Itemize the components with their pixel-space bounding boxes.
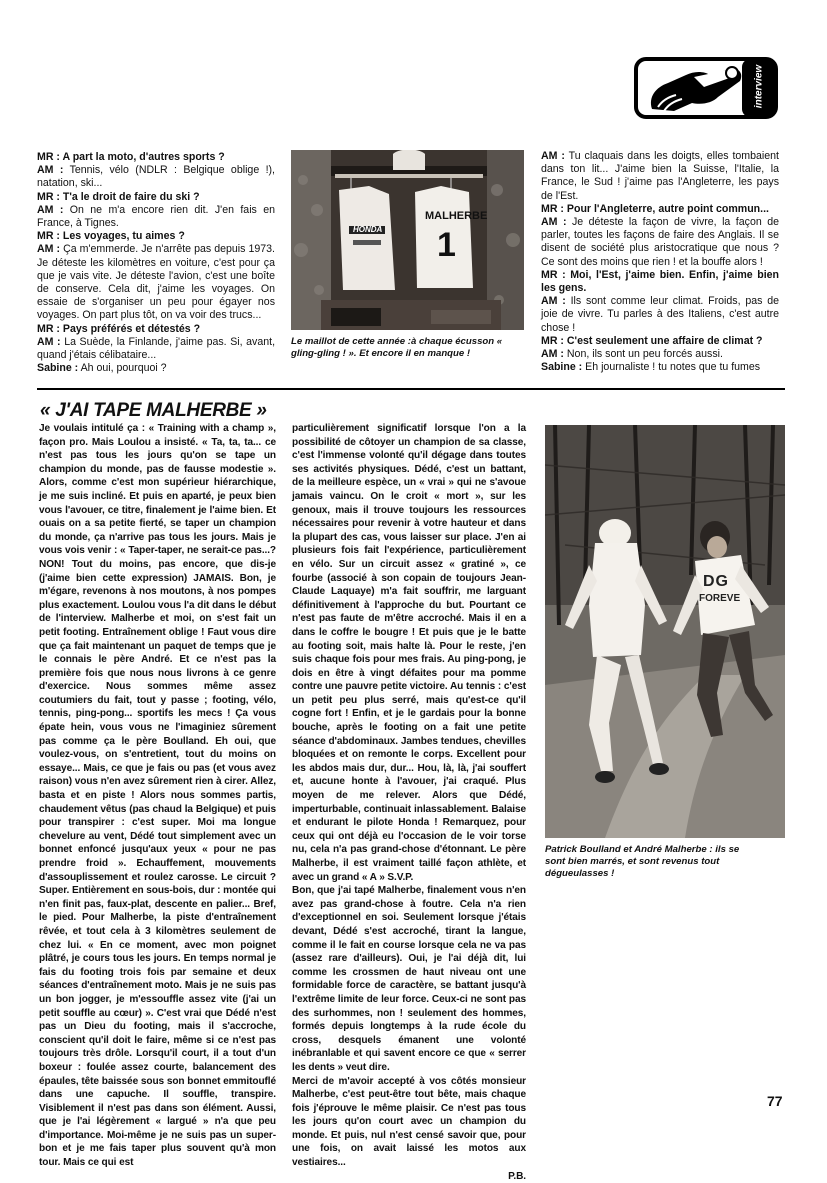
qa-speaker: Sabine : [541, 361, 583, 374]
runners-photo-caption: Patrick Boulland et André Malherbe : ils se sont bien marrés, et sont revenus tout dégueulasses ! [545, 844, 740, 879]
qa-entry [37, 243, 275, 322]
qa-text: Ils sont comme leur climat. Froids, pas de joie de vivre. Tu parles à des Italiens, c'est autre chose ! [541, 295, 779, 334]
qa-entry [541, 361, 779, 374]
qa-entry [37, 151, 275, 164]
qa-entry [541, 295, 779, 335]
qa-right-column [541, 150, 779, 374]
qa-entry [541, 335, 779, 348]
qa-speaker: MR : [37, 230, 60, 243]
qa-entry [541, 216, 779, 269]
article-column-1 [39, 422, 276, 1170]
logo-label: interview [753, 64, 765, 109]
section-rule [37, 388, 785, 390]
qa-speaker: AM : [37, 203, 64, 216]
jersey-number: 1 [437, 226, 456, 264]
qa-text: C'est seulement une affaire de climat ? [566, 334, 763, 347]
article-headline: « J'AI TAPE MALHERBE » [40, 400, 267, 421]
jersey-photo-caption: Le maillot de cette année :à chaque écusson « gling-gling ! ». Et encore il en manque ! [291, 336, 503, 359]
qa-speaker: Sabine : [37, 362, 79, 375]
qa-entry [37, 191, 275, 204]
qa-speaker: AM : [541, 348, 564, 361]
qa-text: Les voyages, tu aimes ? [62, 230, 185, 243]
qa-text: T'a le droit de faire du ski ? [62, 190, 200, 203]
qa-text: Tu claquais dans les doigts, elles tombaient dans ton lit... J'aime bien la Suisse, l'Italie, la France, le Sud ! j'aime pas l'Angleterre, les pays de l'Est. [541, 150, 779, 202]
qa-entry [37, 323, 275, 336]
jersey-photo [291, 150, 524, 330]
qa-text: Ah oui, pourquoi ? [80, 362, 167, 375]
runner-shirt-text-b: FOREVE [699, 593, 741, 604]
qa-entry [37, 230, 275, 243]
qa-entry [541, 269, 779, 295]
interview-logo [634, 57, 778, 119]
qa-entry [37, 204, 275, 230]
qa-entry [541, 150, 779, 203]
article-col2-paragraph-1: particulièrement significatif lorsque l'on a la possibilité de côtoyer un champion de sa classe, c'est l'immense volonté qu'il dégage dans toutes ses activités physiques. Dédé, c'est un battant, de la meilleure espèce, un « vrai » qui ne s'avoue jamais vaincu. On le croit « mort », sur les genoux, mais il trouve toujours les ressources nécessaires pour revenir à votre hauteur et dans la plupart des cas, vous laisser sur place. J'en ai plusieurs fois fait l'expérience, particulièrement en vélo. Sur un circuit assez « gratiné », ce fourbe (associé à son copain de toujours Jean-Claude Laquaye) m'a fait souffrir, me larguant définitivement à l'approche du but. Pourtant ce n'est pas faute de m'être accroché. Mais il en a dans le coffre le bougre ! Et puis que je le batte au footing soit, mais halte là. Pour le reste, j'en suis chaque fois pour mes frais. Au ping-pong, je dois en être à vingt défaites pour ma pomme contre une pauvre petite victoire. Au tennis : c'est un petit peu plus serré, mais qu'est-ce qu'il cogne fort ! Enfin, et je le gardais pour la bonne bouche, après le footing on a fait une petite séance d'abdominaux. Jambes tendues, chevilles bloquées et on remonte le corps. Excellent pour les abdos mais dur, dur... Hou, là, là, j'ai souffert et, aucune honte à l'avouer, j'ai craqué. Plus moyen de me relever. Alors que Dédé, imperturbable, continuait inlassablement. Balaise et endurant le pilote Honda ! Remarquez, pour ceux qui ont déjà eu l'occasion de le voir torse nu, cela n'a pas grand-chose d'étonnant. Le père Malherbe, il est vraiment taillé façon athlète, et avec un grand « A » S.V.P. [292, 423, 526, 883]
article-signature: P.B. [508, 1170, 526, 1182]
qa-text: Ça m'emmerde. Je n'arrête pas depuis 1973. Je déteste les kilomètres en voiture, c'est pour ça que je vais vite. Je déteste l'avion, c'est une boîte de conserve. Cela dit, j'aime les voyages. On essaie de s'organiser un peu pour égayer nos voyages. On part plus tôt, on va voir des trucs... [37, 243, 275, 322]
qa-speaker: AM : [541, 295, 566, 308]
qa-text: Non, ils sont un peu forcés aussi. [566, 348, 723, 361]
article-col1-text: Je voulais intitulé ça : « Training with a champ », façon pro. Mais Loulou a insisté. « Ta, ta, ta... ce n'est pas tous les jours qu'on se tape un champion du monde, pas de fausse modestie ». Alors, comme c'est mon supérieur hiérarchique, je me suis incliné. Et puis en aparté, je peux bien vous l'avouer, ce titre, finalement je l'aime bien. Et ouais on a sa petite fierté, se taper un champion du monde, ça n'arrive pas tous les jours. Mais je vous vois venir : « Taper-taper, ne serait-ce pas...? NON! Tout du moins, pas encore, que dis-je (j'aime bien cette expression) JAMAIS. Bon, je m'égare, revenons à nos moutons, à nos pompes plus exactement. Loulou vous l'a dit dans le début de l'interview. Malherbe et moi, on s'est fait un petit footing. Entraînement oblige ! Faut vous dire que ça fait maintenant un paquet de temps que je le connais le père André. Et ce n'est pas la première fois que nous nous livrons à ce genre d'exercice. Nous sommes même assez coutumiers du fait, tout y passe ; footing, vélo, tennis, ping-pong... sportifs les mecs ! Ça vous épate hein, vous vous ne l'imaginiez sûrement pas comme ça le père Boulland. Eh oui, que voulez-vous, on s'entretient, tout du moins on essaye... Mais, ce que je fais ou pas (et vous avez raison) vous n'en avez sûrement rien à cirer. Allez, basta et en piste ! Alors nous sommes partis, chaudement vêtus (pas chaud la Belgique) et puis pour transpirer : c'est super. Moi ma longue chevelure au vent, Dédé tout simplement avec un bonnet enfoncé jusqu'aux yeux « pour ne pas prendre froid ». Echauffement, mouvements d'assouplissement et roulez carosse. Le circuit ? Super. Entièrement en sous-bois, dur : montée qui n'en finit pas, faux-plat, descente en palier... Bref, le pied. Pour Malherbe, la piste d'entraînement rêvée, et tout cela à 3 kilomètres seulement de chez lui. « En ce moment, avec mon poignet plâtré, je cours tous les jours. En temps normal je fais du footing trois fois par semaine et deux séances d'entraînement moto. Mais je ne suis pas un bon jogger, je m'essouffle assez vite (j'ai un petit souffle au cœur) ». C'est vrai que Dédé n'est pas un Dieu du footing, mais il s'accroche, conscient qu'il doit le faire, même si ce n'est pas toujours très drôle. Lorsqu'il court, il a tout d'un boxeur : foulée assez courte, balancement des épaules, tête baissée sous son bonnet emmitouflé dans une capuche. Il souffle, transpire. Visiblement il n'est pas dans son élément. Aussi, que je l'ai légèrement « largué » n'a que peu d'importance. Moi-même je ne suis pas un super-bon et je me fais taper plus souvent qu'à mon tour. Mais ce qui est [39, 423, 276, 1169]
jersey-sponsor: HONDA [353, 225, 383, 234]
qa-entry [37, 362, 275, 375]
qa-text: A part la moto, d'autres sports ? [62, 151, 225, 163]
qa-text: Moi, l'Est, j'aime bien. Enfin, j'aime bien les gens. [541, 268, 780, 295]
qa-speaker: MR : [541, 334, 564, 347]
qa-speaker: MR : [541, 268, 566, 281]
qa-speaker: MR : [37, 151, 60, 163]
qa-left-column [37, 151, 275, 375]
runners-photo [545, 425, 785, 838]
qa-text: Pays préférés et détestés ? [62, 322, 201, 335]
qa-entry [541, 203, 779, 216]
article-column-2 [292, 422, 526, 1183]
article-col2-paragraph-2: Bon, que j'ai tapé Malherbe, finalement vous n'en avez pas grand-chose à foutre. Cela n'a rien d'exceptionnel en soi. Seulement lorsque j'étais devant, Dédé s'est accroché, tirant la langue, comme il le fait en course lorsque cela ne va pas (assez rare d'ailleurs). Oui, je l'ai déjà dit, lui comme les crossmen de haut niveau ont une formidable force de caractère, se battant jusqu'à l'extrême limite de leur force. Ceux-ci ne sont pas des surhommes, non ! seulement des hommes, formés depuis longtemps à la rude école du cross, desquels émanent une volonté inébranlable et qui savent encore ce que « serrer les dents » veut dire. [292, 885, 526, 1073]
qa-speaker: MR : [37, 322, 60, 335]
qa-speaker: AM : [37, 335, 61, 348]
qa-text: Je déteste la façon de vivre, la façon de parler, toutes les façons de faire des Anglais. Il se disent de société plus aristocratique que nous ? Ce sont des moins que rien ! et la bouffe alors ! [541, 216, 779, 268]
qa-speaker: AM : [37, 243, 61, 256]
jersey-name: MALHERBE [425, 210, 488, 222]
qa-text: On ne m'a encore rien dit. J'en fais en France, à Tignes. [37, 203, 276, 230]
qa-text: Pour l'Angleterre, autre point commun... [566, 202, 769, 215]
qa-speaker: MR : [541, 202, 564, 215]
qa-text: Eh journaliste ! tu notes que tu fumes [585, 361, 761, 374]
qa-entry [37, 164, 275, 190]
qa-text: Tennis, vélo (NDLR : Belgique oblige !), natation, ski... [37, 164, 275, 190]
qa-speaker: AM : [541, 150, 565, 162]
page-number: 77 [767, 1093, 783, 1109]
runner-shirt-text-a: DG [703, 573, 729, 590]
qa-speaker: AM : [37, 164, 64, 177]
article-col2-paragraph-3: Merci de m'avoir accepté à vos côtés monsieur Malherbe, c'est peut-être tout bête, mais chaque fois j'éprouve le même plaisir. Ce n'est pas tous les jours qu'on court avec un champion du monde. Et puis, nul n'est censé savoir que, pour une fois, on avait laissé les motos aux vestiaires... [292, 1075, 526, 1169]
qa-entry [37, 336, 275, 362]
qa-speaker: MR : [37, 190, 60, 203]
qa-text: La Suède, la Finlande, j'aime pas. Si, avant, quand j'étais célibataire... [37, 335, 276, 362]
qa-entry [541, 348, 779, 361]
qa-speaker: AM : [541, 216, 567, 229]
